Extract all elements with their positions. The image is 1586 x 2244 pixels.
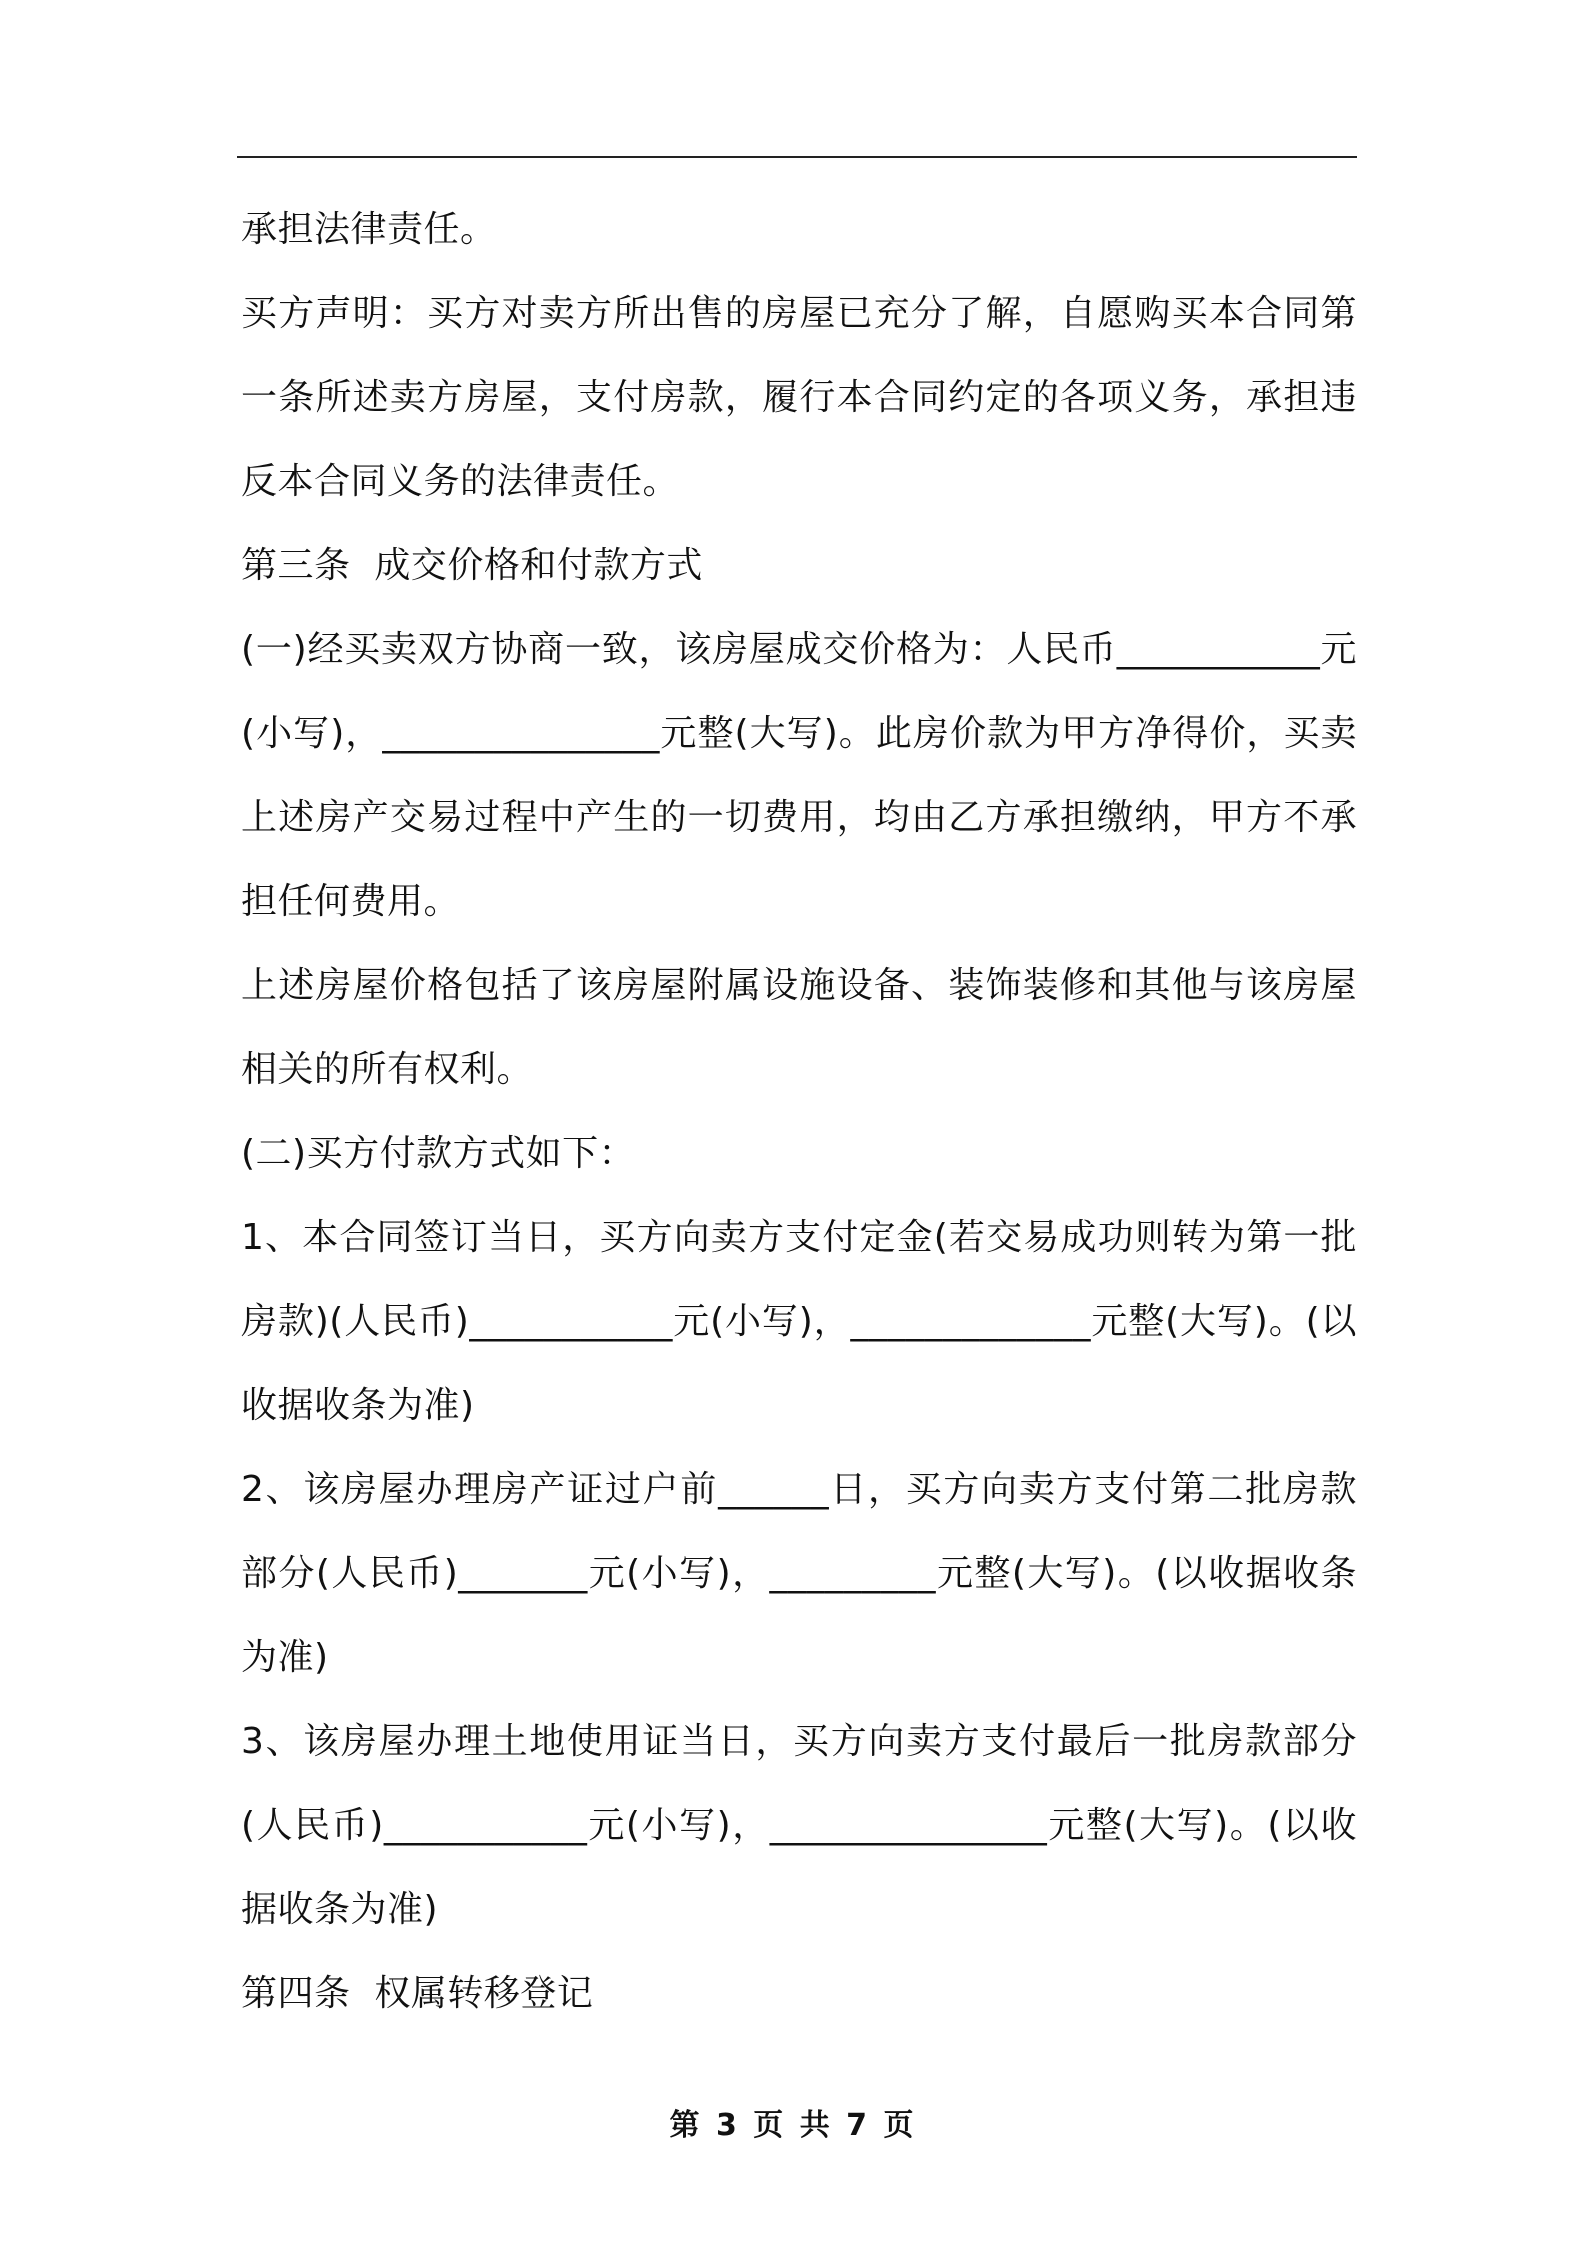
header-rule bbox=[237, 156, 1357, 158]
document-body bbox=[241, 188, 1357, 2036]
paragraph-payment-method: (二)买方付款方式如下： bbox=[241, 1133, 636, 1174]
paragraph-payment-3: 3、该房屋办理土地使用证当日，买方向卖方支付最后一批房款部分(人民币)___________元(小写)，_______________元整(大写)。(以收据收条为准) bbox=[241, 1721, 1357, 1930]
paragraph-continuation: 承担法律责任。 bbox=[241, 209, 497, 250]
paragraph-price: (一)经买卖双方协商一致，该房屋成交价格为：人民币___________元(小写)，_______________元整(大写)。此房价款为甲方净得价，买卖上述房产交易过程中产生的一切费用，均由乙方承担缴纳，甲方不承担任何费用。 bbox=[241, 629, 1357, 922]
paragraph-buyer-declaration: 买方声明：买方对卖方所出售的房屋已充分了解，自愿购买本合同第一条所述卖方房屋，支付房款，履行本合同约定的各项义务，承担违反本合同义务的法律责任。 bbox=[241, 293, 1357, 502]
section-heading-article-4: 第四条 权属转移登记 bbox=[241, 1973, 594, 2014]
section-heading-article-3: 第三条 成交价格和付款方式 bbox=[241, 545, 703, 586]
paragraph-payment-2: 2、该房屋办理房产证过户前______日，买方向卖方支付第二批房款部分(人民币)_______元(小写)，_________元整(大写)。(以收据收条为准) bbox=[241, 1469, 1357, 1678]
paragraph-payment-1: 1、本合同签订当日，买方向卖方支付定金(若交易成功则转为第一批房款)(人民币)___________元(小写)，_____________元整(大写)。(以收据收条为准) bbox=[241, 1217, 1357, 1426]
page-number-footer: 第 3 页 共 7 页 bbox=[669, 2108, 917, 2143]
paragraph-price-scope: 上述房屋价格包括了该房屋附属设施设备、装饰装修和其他与该房屋相关的所有权利。 bbox=[241, 965, 1357, 1090]
